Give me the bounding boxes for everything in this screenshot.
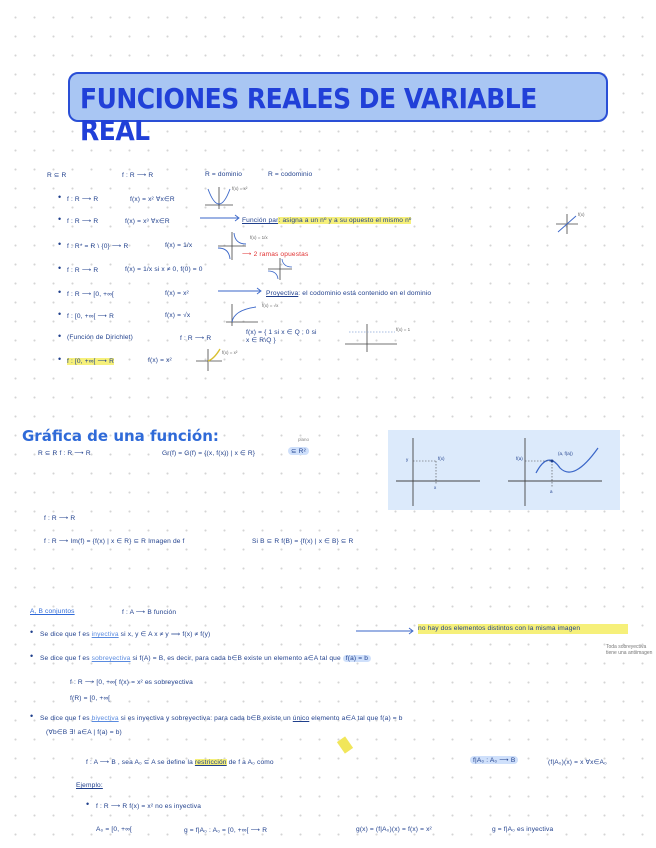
bullet: •: [58, 331, 62, 341]
example-expr: f(x) = x²: [165, 290, 189, 297]
example-expr: f(x) = 1/x si x ≠ 0, f(0) = 0: [125, 266, 203, 273]
bullet: •: [58, 354, 62, 364]
panel-point-label: (a, f(a)): [558, 451, 573, 456]
bullet: •: [58, 309, 62, 319]
example-2d: g = f|A₀ es inyectiva: [492, 826, 554, 833]
term-proyectiva: Proyectiva: [266, 290, 299, 297]
term-inyectiva: inyectiva: [91, 631, 119, 638]
graph-dirichlet-sketch: [345, 322, 397, 352]
intro-domain: R ⊆ R: [47, 172, 67, 179]
example-1: f : R ⟶ R f(x) = x² no es inyectiva: [96, 803, 202, 810]
example-map: f : R* = R \ {0} ⟶ R: [67, 243, 129, 250]
graph-line2: f : R ⟶ R: [44, 515, 76, 522]
graph-x2-sketch: [205, 185, 235, 211]
term-funcion-par: Función par: [242, 217, 279, 224]
arrow: [356, 624, 418, 638]
dirichlet-label: (Función de Dirichlet): [67, 334, 133, 341]
arrow: [218, 283, 264, 299]
example-expr: f(x) = x³ ∀x∈R: [125, 218, 170, 225]
graph-x2-half-sketch: [196, 347, 224, 371]
injective-note: no hay dos elementos distintos con la misma imagen: [418, 624, 628, 634]
plane-note: plano: [298, 437, 310, 442]
surjective-example: f : R ⟶ [0, +∞[ f(x) = x² es sobreyectiva: [70, 679, 193, 686]
panel-y-label: y: [406, 457, 409, 462]
graph-inverse0-sketch: [268, 258, 294, 280]
bullet: •: [30, 651, 34, 661]
example-2b: g = f|A₀ : A₀ = [0, +∞[ ⟶ R: [184, 827, 268, 834]
bullet: •: [58, 214, 62, 224]
panel-a-label: a: [550, 489, 553, 494]
graph-line1-right: Gr(f) = G(f) = {(x, f(x)) | x ∈ R}: [162, 450, 256, 457]
title-box: [68, 72, 608, 147]
bullet: •: [58, 287, 62, 297]
graph-sqrt-sketch: [226, 302, 260, 326]
bijective-line-2: (∀b∈B ∃! a∈A | f(a) = b): [46, 729, 122, 736]
bullet: •: [30, 627, 34, 637]
example-2c: g(x) = (f|A₀)(x) = f(x) = x²: [356, 826, 432, 833]
graph-label: f(x) = 1: [396, 327, 411, 332]
intro-domain-note: R = dominio: [205, 171, 243, 178]
restriction-formula: f|A₀ : A₀ ⟶ B: [470, 756, 518, 764]
term-restriccion: restricción: [194, 759, 227, 766]
bullet: •: [58, 239, 62, 249]
example-map: f : [0, +∞[ ⟶ R: [67, 313, 115, 320]
term-sobreyectiva: sobreyectiva: [91, 655, 131, 662]
side-note: Toda sobreyectiva tiene una antiimagen: [606, 644, 653, 656]
example-map: f : R ⟶ R: [67, 218, 99, 225]
image-definition: f : R ⟶ Im(f) = {f(x) | x ∈ R} ⊆ R Imagen de f: [44, 538, 185, 545]
graph-section-title: Gráfica de una función:: [22, 427, 219, 445]
panel-x-label: x: [434, 485, 437, 490]
note-text: : asigna a un nº y a su opuesto el mismo nº: [278, 217, 412, 224]
graph-label: f(x) = 1/x: [250, 235, 268, 240]
example-map: f : [0, +∞[ ⟶ R: [67, 358, 115, 365]
intro-map: f : R ⟶ R: [122, 172, 154, 179]
bijective-line: Se dice que f es biyectiva si es inyectiva y sobreyectiva: para cada b∈B existe un único elemento a∈A tal que f(a) = b: [40, 715, 403, 722]
example-map: f : R ⟶ R: [67, 267, 99, 274]
graph-x3-sketch: [556, 212, 580, 236]
example-expr: f(x) = x²: [148, 357, 172, 364]
graph-label: f(x): [578, 212, 585, 217]
graph-label: f(x) = x²: [222, 350, 238, 355]
two-branches-note: ⟶ 2 ramas opuestas: [242, 251, 309, 258]
example-expr: f(x) = √x: [165, 312, 191, 319]
bullet: •: [58, 263, 62, 273]
panel-fx-label: f(x): [438, 456, 445, 461]
graph-label: f(x) = x²: [232, 186, 248, 191]
example-label: Ejemplo:: [76, 782, 103, 789]
surjective-example-2: f(R) = [0, +∞[: [70, 695, 111, 702]
example-map: f : R ⟶ R: [67, 196, 99, 203]
dirichlet-expr: f(x) = { 1 si x ∈ Q ; 0 si x ∈ R\Q }: [246, 329, 317, 344]
projective-note: [266, 290, 431, 297]
bullet: •: [30, 711, 34, 721]
injective-line: Se dice que f es inyectiva si x, y ∈ A x ≠ y ⟹ f(x) ≠ f(y): [40, 631, 211, 638]
restriction-formula-2: (f|A₀)(x) = x ∀x∈A₀: [548, 759, 607, 766]
sets-map: f : A ⟶ B función: [122, 609, 177, 616]
bullet: •: [58, 192, 62, 202]
bullet: •: [86, 799, 90, 809]
image-of-subset: Si B ⊆ R f(B) = {f(x) | x ∈ B} ⊆ R: [252, 538, 354, 545]
example-map: f : R ⟶ R: [180, 335, 212, 342]
graph-illustration: [388, 430, 620, 510]
graph-label: f(x) = √x: [262, 303, 279, 308]
example-expr: f(x) = x² ∀x∈R: [130, 196, 175, 203]
subset-r2-badge: ⊆ R²: [288, 447, 309, 455]
example-2a: A₀ = [0, +∞[: [96, 826, 132, 833]
example-map: f : R ⟶ [0, +∞[: [67, 291, 115, 298]
odd-function-note: [242, 217, 411, 224]
intro-codomain-note: R = codominio: [268, 171, 313, 178]
term-biyectiva: biyectiva: [91, 715, 119, 722]
restriction-line: f : A ⟶ B , sea A₀ ⊆ A se define la restricción de f a A₀ como: [86, 759, 274, 766]
page-title: FUNCIONES REALES DE VARIABLE REAL: [80, 82, 537, 147]
surjective-line: Se dice que f es sobreyectiva si f(A) = B, es decir, para cada b∈B existe un elemento a∈A tal que f(a) = b: [40, 654, 371, 662]
note-text: : el codominio está contenido en el dominio: [298, 290, 432, 297]
example-expr: f(x) = 1/x: [165, 242, 193, 249]
panel-fa-label: f(a): [516, 456, 523, 461]
graph-line1-left: R ⊆ R f : R ⟶ R: [38, 450, 91, 457]
sets-heading: A, B conjuntos: [30, 608, 75, 615]
highlight-mark: [337, 736, 353, 753]
